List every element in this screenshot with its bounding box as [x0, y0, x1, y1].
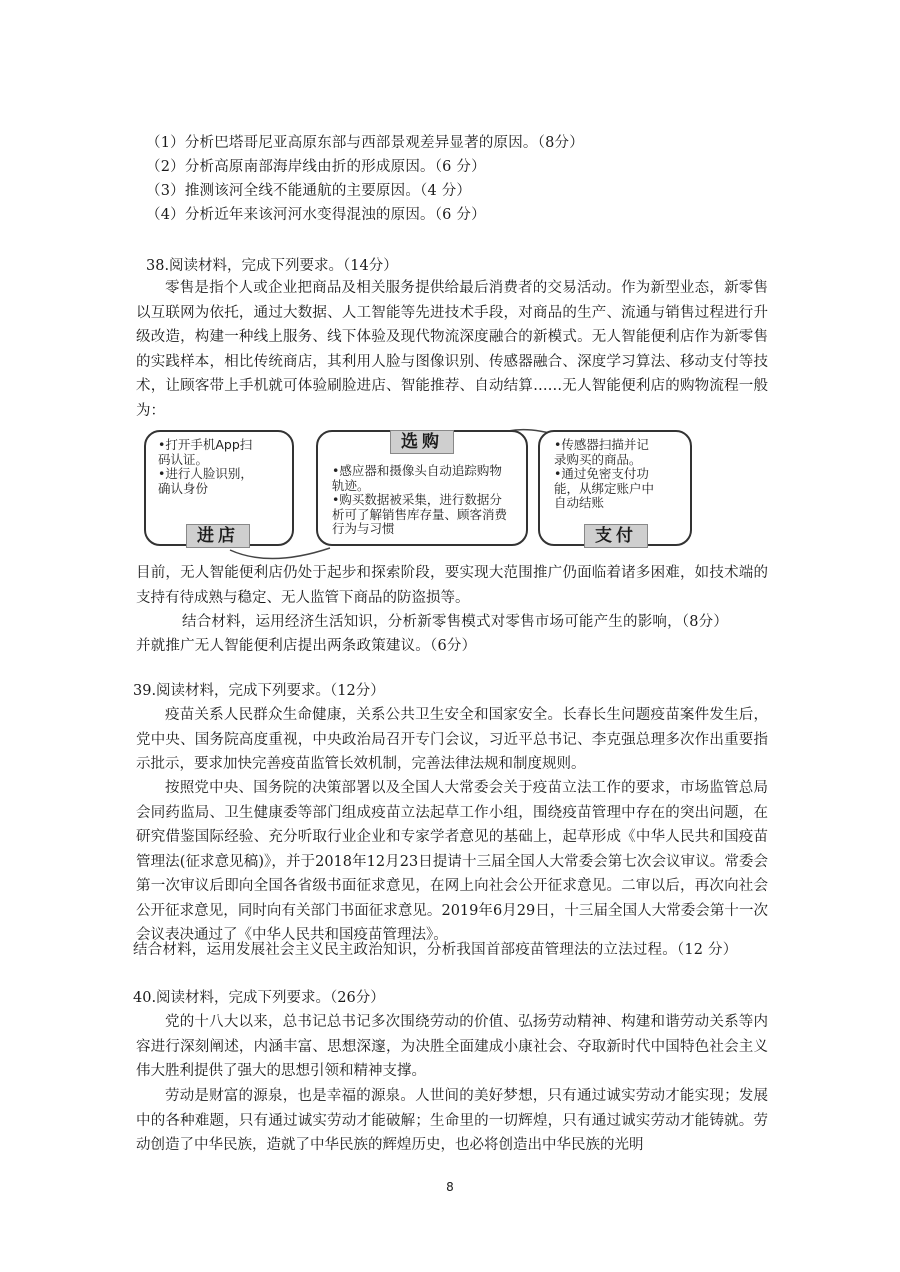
- q38-task-line-2: 并就推广无人智能便利店提出两条政策建议。（6分）: [136, 638, 477, 654]
- step-enter-item-1: •打开手机App扫码认证。: [158, 437, 253, 467]
- q38-paragraph-2: 目前，无人智能便利店仍处于起步和探索阶段，要实现大范围推广仍面临着诸多困难，如技术端的支持有待成熟与稳定、无人监管下商品的防盗损等。: [136, 565, 768, 606]
- q37-sub-3: （3）推测该河全线不能通航的主要原因。（4 分）: [146, 183, 472, 199]
- q39-task: 结合材料，运用发展社会主义民主政治知识，分析我国首部疫苗管理法的立法过程。（12 分）: [133, 942, 738, 958]
- q38-paragraph-1: 零售是指个人或企业把商品及相关服务提供给最后消费者的交易活动。作为新型业态，新零售以互联网为依托，通过大数据、人工智能等先进技术手段，对商品的生产、流通与销售过程进行升级改造，构建一种线上服务、线下体验及现代物流深度融合的新模式。无人智能便利店作为新零售的实践样本，相比传统商店，其利用人脸与图像识别、传感器融合、深度学习算法、移动支付等技术，让顾客带上手机就可体验刷脸进店、智能推荐、自动结算……无人智能便利店的购物流程一般为：: [136, 280, 768, 419]
- q37-sub-1: （1）分析巴塔哥尼亚高原东部与西部景观差异显著的原因。（8分）: [146, 135, 584, 151]
- q39-paragraph-2: 按照党中央、国务院的决策部署以及全国人大常委会关于疫苗立法工作的要求，市场监管总局会同药监局、卫生健康委等部门组成疫苗立法起草工作小组，围绕疫苗管理中存在的突出问题，在研究借鉴国际经验、充分听取行业企业和专家学者意见的基础上，起草形成《中华人民共和国疫苗管理法(征求意见稿)》，并于2018年12月23日提请十三届全国人大常委会第七次会议审议。常委会第一次审议后即向全国各省级书面征求意见，在网上向社会公开征求意见。二审以后，再次向社会公开征求意见，同时向有关部门书面征求意见。2019年6月29日，十三届全国人大常委会第十一次会议表决通过了《中华人民共和国疫苗管理法》。: [136, 780, 768, 943]
- q39-heading: 39.阅读材料，完成下列要求。（12分）: [133, 683, 385, 699]
- step-select-item-1: •感应器和摄像头自动追踪购物轨迹。: [332, 463, 502, 493]
- step-select-box: [316, 430, 528, 546]
- shopping-flow-diagram: [140, 426, 700, 560]
- step-select-label: 选购: [390, 430, 454, 454]
- step-select-item-2: •购买数据被采集，进行数据分析可了解销售库存量、顾客消费行为与习惯: [332, 492, 508, 536]
- q40-heading: 40.阅读材料，完成下列要求。（26分）: [133, 990, 385, 1006]
- step-pay-item-2: •通过免密支付功能，从绑定账户中自动结账: [554, 466, 655, 510]
- step-pay-item-1: •传感器扫描并记录购买的商品。: [554, 437, 649, 467]
- step-enter-label: 进店: [186, 524, 250, 548]
- q39-paragraph-1: 疫苗关系人民群众生命健康，关系公共卫生安全和国家安全。长春长生问题疫苗案件发生后，党中央、国务院高度重视，中央政治局召开专门会议，习近平总书记、李克强总理多次作出重要指示批示，要求加快完善疫苗监管长效机制，完善法律法规和制度规则。: [136, 707, 768, 772]
- step-enter-item-2: •进行人脸识别，确认身份: [158, 466, 253, 496]
- q38-task-line-1: 结合材料，运用经济生活知识，分析新零售模式对零售市场可能产生的影响，（8分）: [182, 614, 729, 630]
- step-pay-label: 支付: [584, 524, 648, 548]
- q37-sub-2: （2）分析高原南部海岸线由折的形成原因。（6 分）: [146, 159, 486, 175]
- q40-paragraph-2: 劳动是财富的源泉，也是幸福的源泉。人世间的美好梦想，只有通过诚实劳动才能实现；发展中的各种难题，只有通过诚实劳动才能破解；生命里的一切辉煌，只有通过诚实劳动才能铸就。劳动创造了中华民族，造就了中华民族的辉煌历史，也必将创造出中华民族的光明: [136, 1088, 768, 1153]
- page-number: 8: [446, 1180, 454, 1194]
- step-enter-store-box: [144, 430, 294, 546]
- q37-sub-4: （4）分析近年来该河河水变得混浊的原因。（6 分）: [146, 207, 486, 223]
- q38-heading: 38.阅读材料，完成下列要求。（14分）: [146, 258, 398, 274]
- q40-paragraph-1: 党的十八大以来，总书记总书记多次围绕劳动的价值、弘扬劳动精神、构建和谐劳动关系等内容进行深刻阐述，内涵丰富、思想深邃，为决胜全面建成小康社会、夺取新时代中国特色社会主义伟大胜利提供了强大的思想引领和精神支撑。: [136, 1014, 768, 1079]
- step-pay-box: [538, 430, 692, 546]
